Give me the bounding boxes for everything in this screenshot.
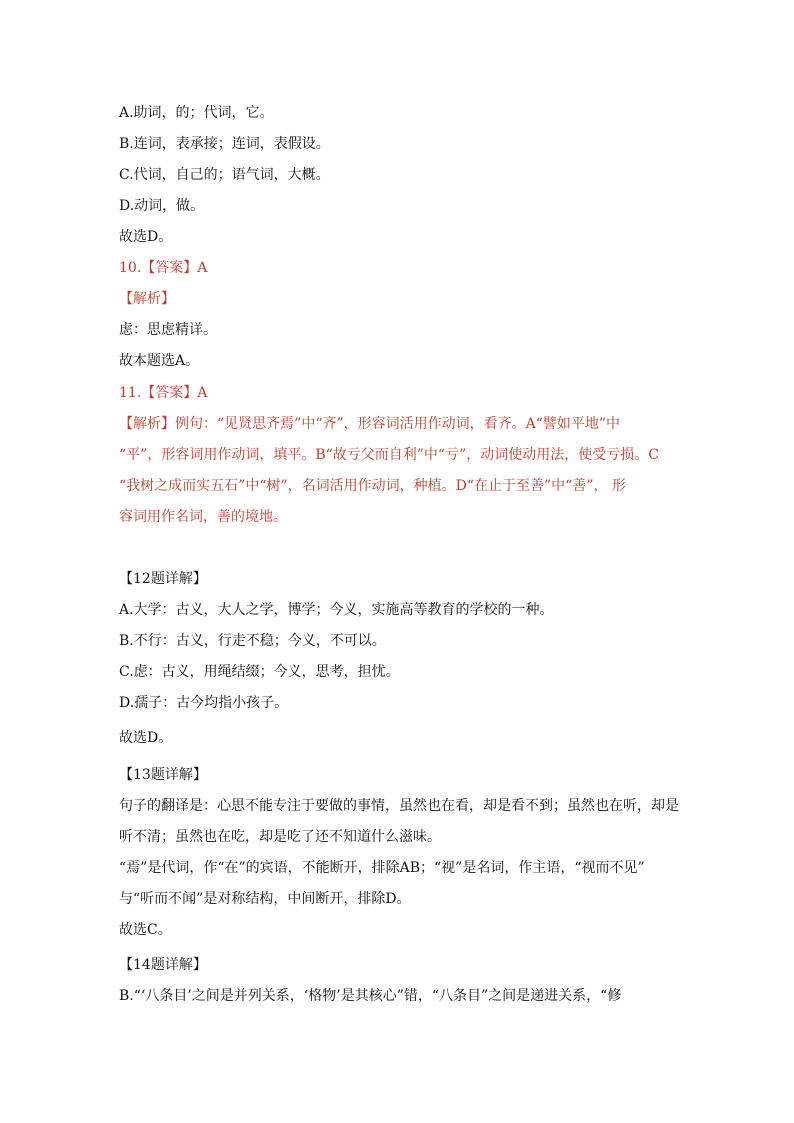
q10-conclusion: 故本题选A。 — [119, 353, 200, 369]
q14-heading: 【14题详解】 — [119, 957, 207, 973]
q9-option-d: D.动词，做。 — [119, 198, 205, 214]
q12-conclusion: 故选D。 — [119, 730, 173, 746]
q9-option-b: B.连词，表承接；连词，表假设。 — [119, 136, 330, 152]
q12-option-a: A.大学：古义，大人之学，博学；今义，实施高等教育的学校的一种。 — [119, 602, 554, 618]
q9-option-c: C.代词，自己的；语气词，大概。 — [119, 167, 330, 183]
q11-analysis-line: 容词用作名词，善的境地。 — [119, 509, 287, 525]
q13-line: 句子的翻译是：心思不能专注于要做的事情，虽然也在看，却是看不到；虽然也在听，却是 — [119, 798, 679, 814]
q11-answer: 11.【答案】A — [119, 385, 208, 401]
q9-conclusion: 故选D。 — [119, 229, 173, 245]
q12-option-c: C.虑：古义，用绳结缀；今义，思考，担忧。 — [119, 664, 400, 680]
q10-answer: 10.【答案】A — [119, 260, 208, 276]
q11-analysis-line: “平”，形容词用作动词，填平。B“故亏父而自利”中“亏”，动词使动用法，使受亏损。C — [119, 447, 659, 463]
q13-line: “焉”是代词，作“在”的宾语，不能断开，排除AB；“视”是名词，作主语，“视而不见” — [119, 860, 645, 876]
q14-line: B.“‘八条目’之间是并列关系，‘格物’是其核心”错，“八条目”之间是递进关系，“修 — [119, 988, 622, 1004]
q12-option-b: B.不行：古义，行走不稳；今义，不可以。 — [119, 633, 386, 649]
q13-conclusion: 故选C。 — [119, 922, 172, 938]
q10-analysis-label: 【解析】 — [119, 291, 175, 307]
q12-heading: 【12题详解】 — [119, 571, 207, 587]
q11-analysis-line: “我树之成而实五石”中“树”，名词活用作动词，种植。D“在止于至善”中“善”， 形 — [119, 478, 626, 494]
q9-option-a: A.助词，的；代词，它。 — [119, 105, 274, 121]
q13-heading: 【13题详解】 — [119, 767, 207, 783]
q13-line: 听不清；虽然也在吃，却是吃了还不知道什么滋味。 — [119, 829, 441, 845]
q10-explanation: 虑：思虑精详。 — [119, 322, 217, 338]
q13-line: 与“听而不闻”是对称结构，中间断开，排除D。 — [119, 891, 411, 907]
q11-analysis-line: 【解析】例句：“见贤思齐焉”中“齐”，形容词活用作动词，看齐。A“譬如平地”中 — [119, 416, 621, 432]
q12-option-d: D.孺子：古今均指小孩子。 — [119, 695, 289, 711]
